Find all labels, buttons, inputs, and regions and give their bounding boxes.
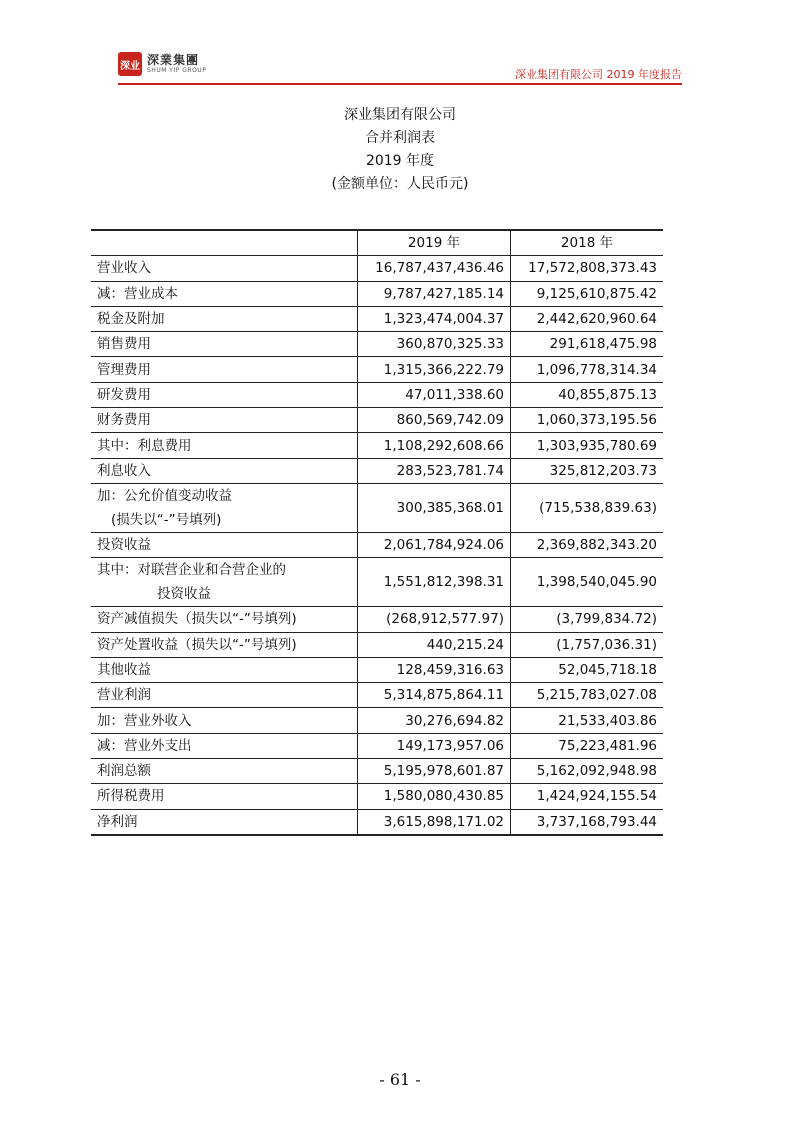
value-2019: 16,787,437,436.46	[358, 256, 511, 281]
table-row	[91, 281, 663, 306]
value-2018: 5,215,783,027.08	[511, 683, 664, 708]
value-2018: 17,572,808,373.43	[511, 256, 664, 281]
row-label-line1: 其中：对联营企业和合营企业的	[97, 562, 286, 579]
table-row	[91, 532, 663, 557]
row-label: 研发费用	[91, 382, 358, 407]
company-name: 深业集团有限公司	[344, 107, 456, 123]
value-2019: 440,215.24	[358, 632, 511, 657]
column-header-2018: 2018 年	[511, 230, 664, 256]
table-row	[91, 683, 663, 708]
value-2019: 5,314,875,864.11	[358, 683, 511, 708]
row-label: 利润总额	[91, 759, 358, 784]
value-2018: 1,096,778,314.34	[511, 357, 664, 382]
row-label-line1: 加：公允价值变动收益	[97, 487, 232, 504]
value-2019: 3,615,898,171.02	[358, 809, 511, 835]
value-2018: 21,533,403.86	[511, 708, 664, 733]
row-label-line2: 投资收益	[157, 586, 211, 603]
row-label: 其他收益	[91, 657, 358, 682]
row-label: 资产减值损失（损失以“-”号填列)	[91, 607, 358, 632]
row-label-line2: (损失以“-”号填列)	[111, 511, 222, 528]
page-number: - 61 -	[379, 1070, 421, 1089]
value-2019: 128,459,316.63	[358, 657, 511, 682]
table-row	[91, 382, 663, 407]
value-2018: 2,442,620,960.64	[511, 306, 664, 331]
statement-name: 合并利润表	[365, 130, 435, 146]
value-2018: (3,799,834.72)	[511, 607, 664, 632]
table-row	[91, 483, 663, 532]
row-label: 税金及附加	[91, 306, 358, 331]
table-row	[91, 458, 663, 483]
row-label: 营业收入	[91, 256, 358, 281]
statement-title-block	[0, 104, 800, 196]
table-row	[91, 558, 663, 607]
row-label: 投资收益	[91, 532, 358, 557]
column-header-2019: 2019 年	[358, 230, 511, 256]
value-2018: 3,737,168,793.44	[511, 809, 664, 835]
value-2019: 283,523,781.74	[358, 458, 511, 483]
table-row	[91, 408, 663, 433]
row-label: 营业利润	[91, 683, 358, 708]
row-label: 管理费用	[91, 357, 358, 382]
table-row	[91, 256, 663, 281]
row-label	[91, 558, 358, 607]
value-2019: 360,870,325.33	[358, 332, 511, 357]
table-row	[91, 784, 663, 809]
value-2019: 30,276,694.82	[358, 708, 511, 733]
logo-mark: 深业	[118, 52, 142, 76]
table-row	[91, 708, 663, 733]
value-2019: 1,551,812,398.31	[358, 558, 511, 607]
value-2018: (1,757,036.31)	[511, 632, 664, 657]
value-2018: 325,812,203.73	[511, 458, 664, 483]
value-2018: (715,538,839.63)	[511, 483, 664, 532]
row-label: 减：营业外支出	[91, 733, 358, 758]
report-title: 深业集团有限公司 2019 年度报告	[515, 68, 682, 81]
value-2018: 1,424,924,155.54	[511, 784, 664, 809]
value-2019: 1,108,292,608.66	[358, 433, 511, 458]
value-2019: 149,173,957.06	[358, 733, 511, 758]
value-2018: 75,223,481.96	[511, 733, 664, 758]
row-label: 财务费用	[91, 408, 358, 433]
logo-english-name: SHUM YIP GROUP	[147, 67, 207, 74]
statement-year: 2019 年度	[365, 153, 435, 169]
value-2018: 1,303,935,780.69	[511, 433, 664, 458]
table-row	[91, 607, 663, 632]
currency-unit: (金额单位：人民币元)	[331, 176, 469, 192]
value-2019: 9,787,427,185.14	[358, 281, 511, 306]
value-2018: 5,162,092,948.98	[511, 759, 664, 784]
table-row	[91, 357, 663, 382]
value-2018: 1,060,373,195.56	[511, 408, 664, 433]
logo-chinese-name: 深業集團	[147, 53, 200, 67]
value-2019: 1,315,366,222.79	[358, 357, 511, 382]
value-2018: 52,045,718.18	[511, 657, 664, 682]
row-label: 所得税费用	[91, 784, 358, 809]
value-2018: 40,855,875.13	[511, 382, 664, 407]
value-2018: 291,618,475.98	[511, 332, 664, 357]
table-row	[91, 657, 663, 682]
header-divider	[118, 83, 682, 85]
value-2019: 300,385,368.01	[358, 483, 511, 532]
value-2019: 1,580,080,430.85	[358, 784, 511, 809]
logo-text	[147, 54, 206, 74]
value-2019: 47,011,338.60	[358, 382, 511, 407]
row-label: 利息收入	[91, 458, 358, 483]
row-label	[91, 483, 358, 532]
row-label: 净利润	[91, 809, 358, 835]
table-header-row	[91, 230, 663, 256]
value-2019: 1,323,474,004.37	[358, 306, 511, 331]
table-row	[91, 733, 663, 758]
value-2019: (268,912,577.97)	[358, 607, 511, 632]
table-row	[91, 433, 663, 458]
table-row	[91, 632, 663, 657]
row-label: 其中：利息费用	[91, 433, 358, 458]
header-label-cell	[91, 230, 358, 256]
income-statement-table	[91, 229, 663, 836]
row-label: 减：营业成本	[91, 281, 358, 306]
row-label: 资产处置收益（损失以“-”号填列)	[91, 632, 358, 657]
value-2019: 860,569,742.09	[358, 408, 511, 433]
value-2018: 2,369,882,343.20	[511, 532, 664, 557]
value-2019: 2,061,784,924.06	[358, 532, 511, 557]
company-logo	[118, 52, 206, 76]
row-label: 销售费用	[91, 332, 358, 357]
row-label: 加：营业外收入	[91, 708, 358, 733]
value-2018: 1,398,540,045.90	[511, 558, 664, 607]
table-row	[91, 306, 663, 331]
table-row	[91, 759, 663, 784]
value-2019: 5,195,978,601.87	[358, 759, 511, 784]
table-row	[91, 332, 663, 357]
table-row	[91, 809, 663, 835]
value-2018: 9,125,610,875.42	[511, 281, 664, 306]
